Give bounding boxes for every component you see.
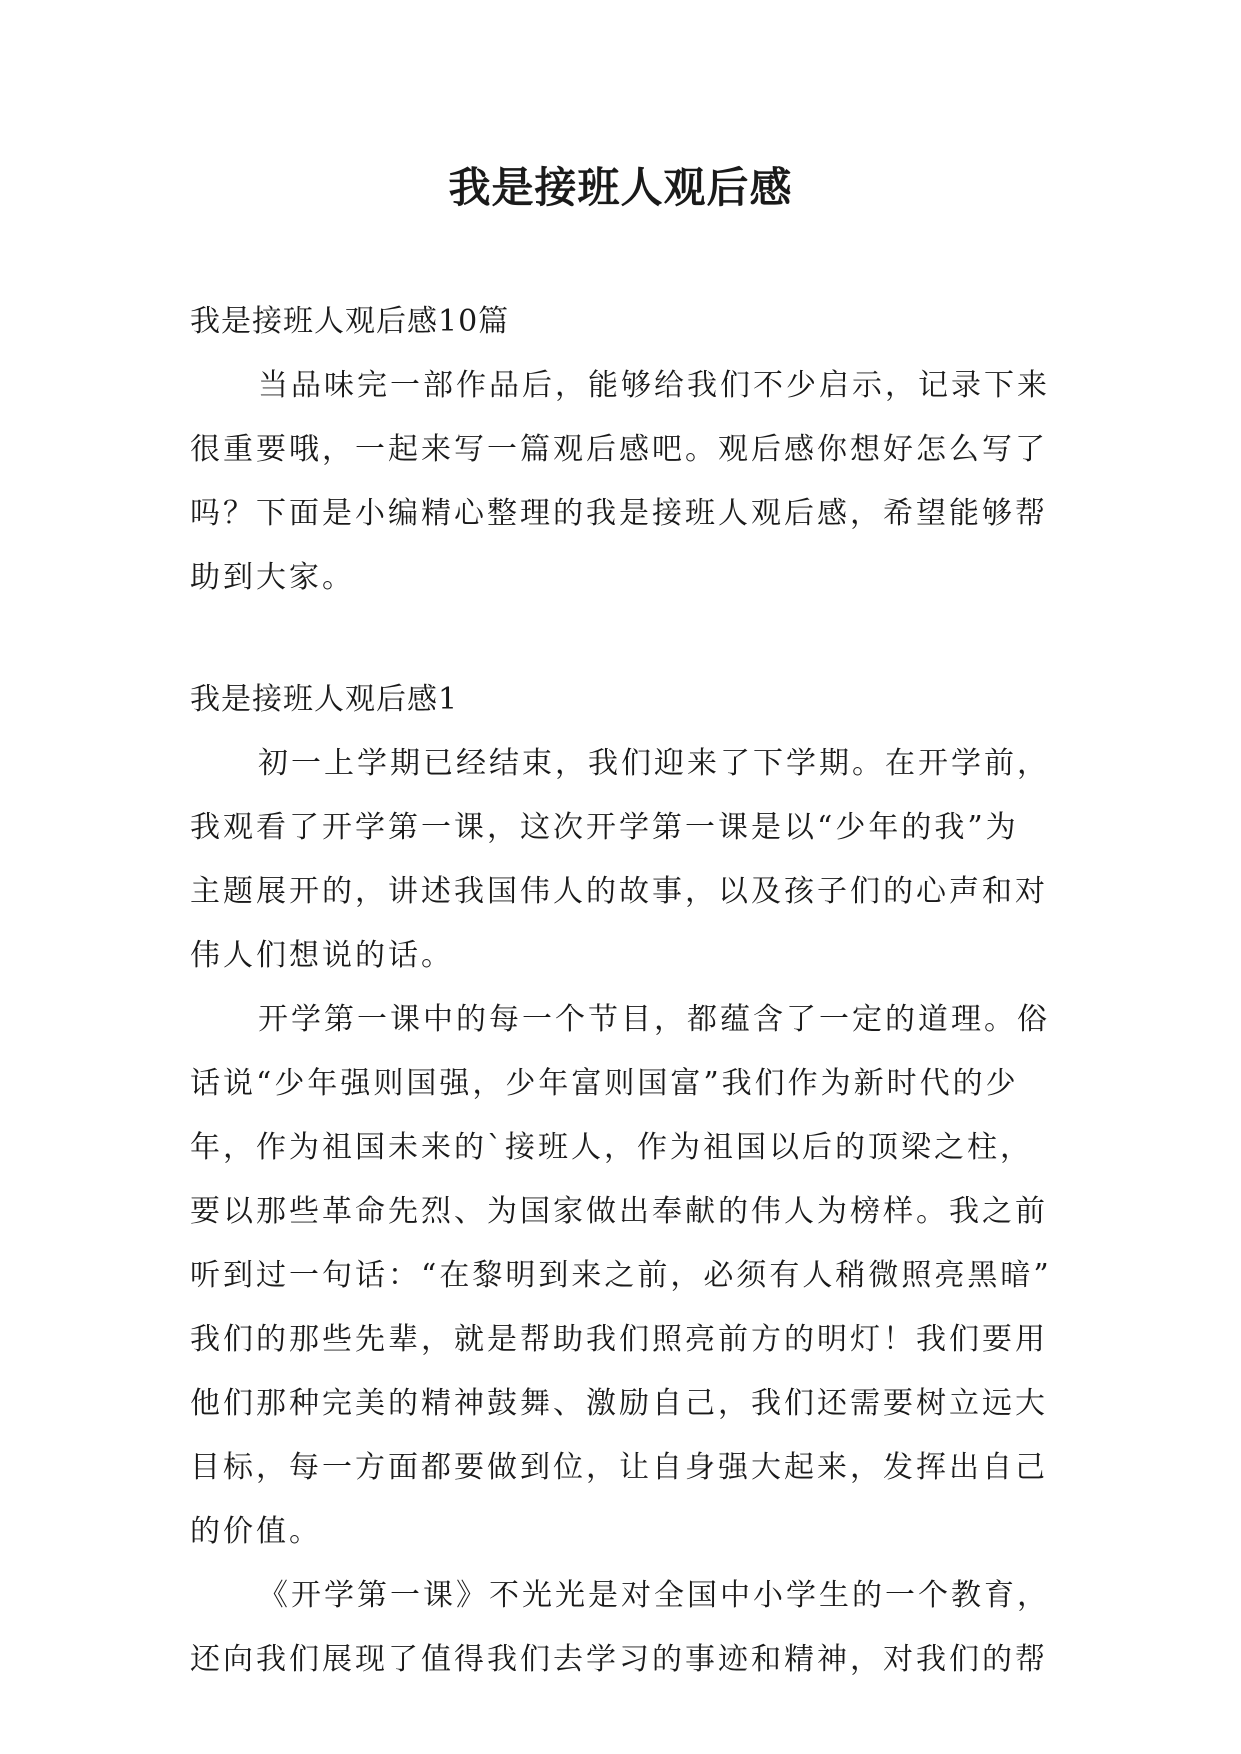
text-line: 目标，每一方面都要做到位，让自身强大起来，发挥出自己: [190, 1450, 1048, 1485]
paragraph-2: [190, 988, 1060, 1564]
text-line: 还向我们展现了值得我们去学习的事迹和精神，对我们的帮: [190, 1642, 1048, 1677]
text-line: 我们的那些先辈，就是帮助我们照亮前方的明灯！我们要用: [190, 1322, 1048, 1357]
text-line: 《开学第一课》不光光是对全国中小学生的一个教育，: [258, 1578, 1050, 1613]
text-line: 吗？下面是小编精心整理的我是接班人观后感，希望能够帮: [190, 496, 1048, 531]
series-heading: 我是接班人观后感10篇: [190, 304, 510, 339]
text-line: 我观看了开学第一课，这次开学第一课是以“少年的我”为: [190, 810, 1019, 845]
document-body: [190, 290, 1060, 1692]
text-line: 伟人们想说的话。: [190, 938, 454, 973]
text-line: 的价值。: [190, 1514, 322, 1549]
text-line: 助到大家。: [190, 560, 355, 595]
paragraph-3: [190, 1564, 1060, 1692]
paragraph-1: [190, 732, 1060, 988]
text-line: 当品味完一部作品后，能够给我们不少启示，记录下来: [258, 368, 1050, 403]
text-line: 开学第一课中的每一个节目，都蕴含了一定的道理。俗: [258, 1002, 1050, 1037]
text-line: 初一上学期已经结束，我们迎来了下学期。在开学前，: [258, 746, 1050, 781]
text-line: 主题展开的，讲述我国伟人的故事，以及孩子们的心声和对: [190, 874, 1048, 909]
text-line: 话说“少年强则国强，少年富则国富”我们作为新时代的少: [190, 1066, 1019, 1101]
text-line: 听到过一句话：“在黎明到来之前，必须有人稍微照亮黑暗”: [190, 1258, 1052, 1293]
text-line: 很重要哦，一起来写一篇观后感吧。观后感你想好怎么写了: [190, 432, 1048, 467]
page-title: 我是接班人观后感: [448, 163, 793, 212]
text-line: 要以那些革命先烈、为国家做出奉献的伟人为榜样。我之前: [190, 1194, 1048, 1229]
section-spacer: [190, 610, 1060, 668]
intro-paragraph: [190, 354, 1060, 610]
section-heading: 我是接班人观后感1: [190, 682, 459, 717]
text-line: 年，作为祖国未来的`接班人，作为祖国以后的顶梁之柱，: [190, 1130, 1033, 1165]
text-line: 他们那种完美的精神鼓舞、激励自己，我们还需要树立远大: [190, 1386, 1048, 1421]
